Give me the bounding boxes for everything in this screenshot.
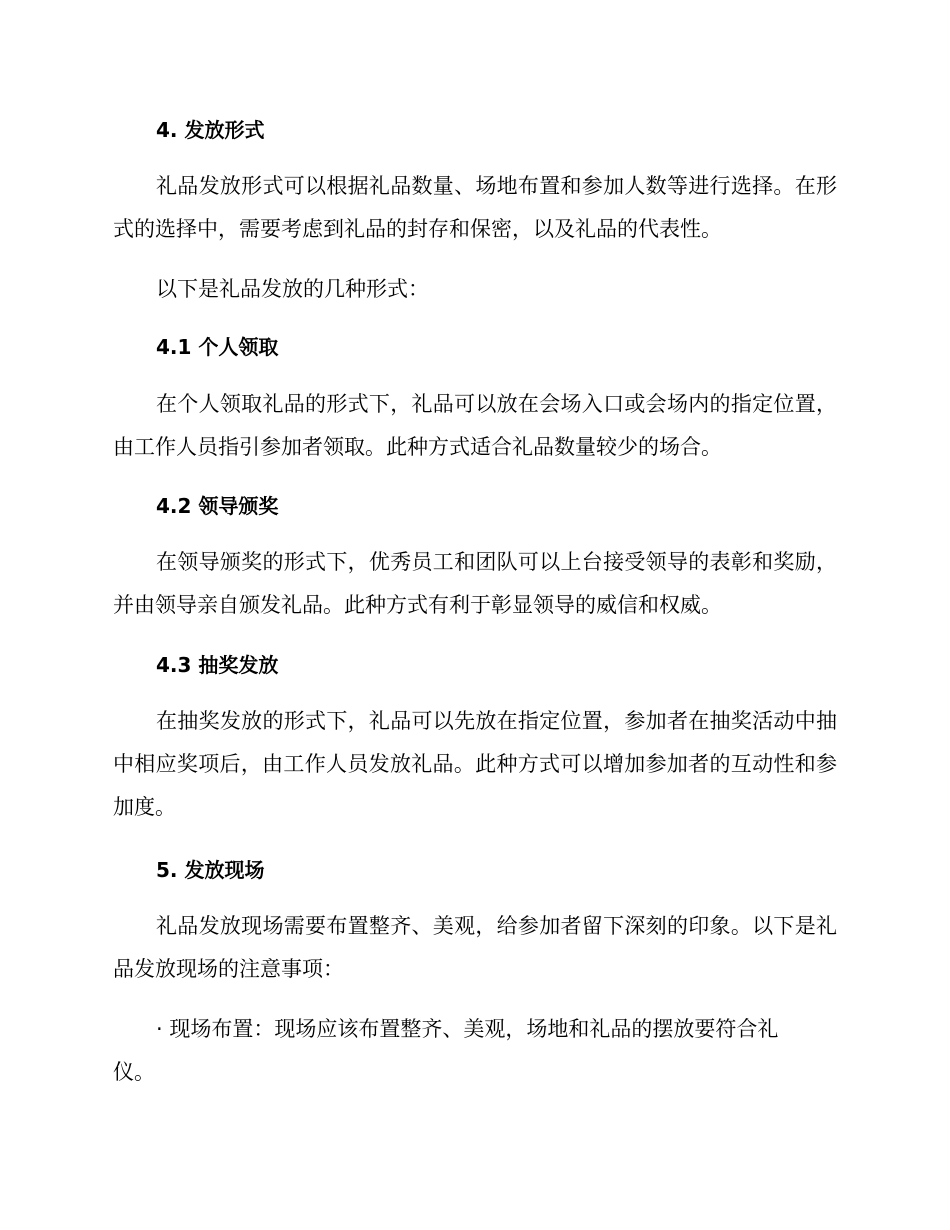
section-heading-4-2: 4.2 领导颁奖 — [156, 494, 279, 518]
paragraph-4-intro: 礼品发放形式可以根据礼品数量、场地布置和参加人数等进行选择。在形式的选择中，需要考虑到礼品的封存和保密，以及礼品的代表性。 — [113, 174, 837, 241]
paragraph-4-2: 在领导颁奖的形式下，优秀员工和团队可以上台接受领导的表彰和奖励，并由领导亲自颁发礼品。此种方式有利于彰显领导的威信和权威。 — [113, 550, 837, 617]
section-heading-4: 4. 发放形式 — [156, 118, 265, 142]
paragraph-4-list-intro: 以下是礼品发放的几种形式： — [156, 277, 429, 301]
section-heading-5: 5. 发放现场 — [156, 858, 265, 882]
paragraph-5: 礼品发放现场需要布置整齐、美观，给参加者留下深刻的印象。以下是礼品发放现场的注意事项： — [113, 914, 837, 981]
paragraph-4-3: 在抽奖发放的形式下，礼品可以先放在指定位置，参加者在抽奖活动中抽中相应奖项后，由工作人员发放礼品。此种方式可以增加参加者的互动性和参加度。 — [113, 709, 837, 819]
paragraph-4-1: 在个人领取礼品的形式下，礼品可以放在会场入口或会场内的指定位置，由工作人员指引参加者领取。此种方式适合礼品数量较少的场合。 — [113, 392, 837, 459]
section-heading-4-3: 4.3 抽奖发放 — [156, 653, 279, 677]
section-heading-4-1: 4.1 个人领取 — [156, 335, 279, 359]
list-item: · 现场布置：现场应该布置整齐、美观，场地和礼品的摆放要符合礼仪。 — [113, 1017, 779, 1084]
